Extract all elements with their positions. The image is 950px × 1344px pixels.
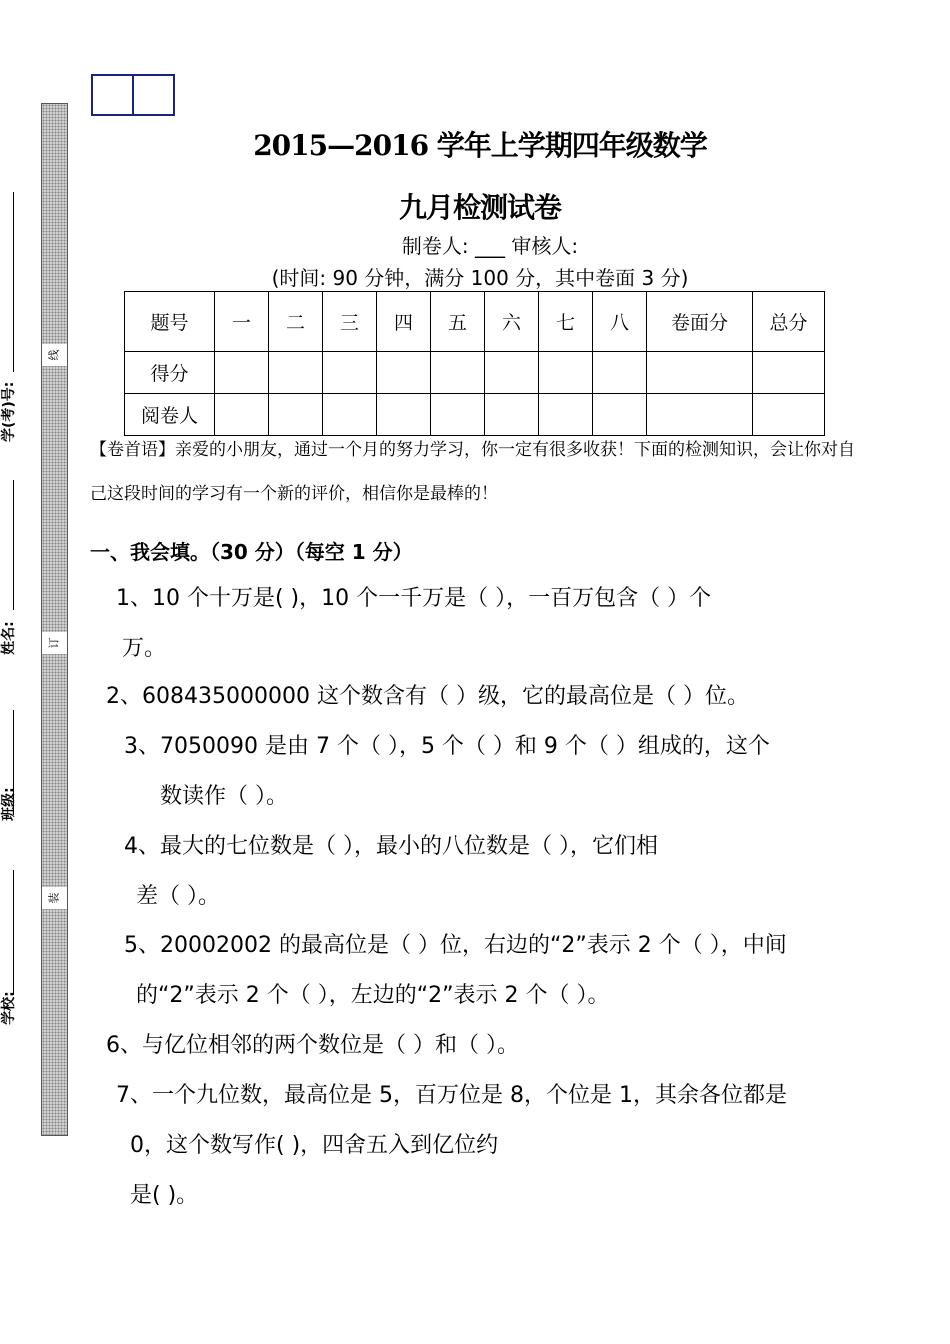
question-line: 0，这个数写作( )，四舍五入到亿位约: [130, 1133, 499, 1158]
table-header-cell: 卷面分: [647, 292, 753, 352]
seat-number-box: [91, 74, 175, 116]
question-line: 万。: [122, 636, 167, 661]
binding-char-line: 线: [42, 344, 67, 366]
question-line: 5、20002002 的最高位是（ ）位，右边的“2”表示 2 个（ ），中间: [124, 933, 787, 958]
table-header-cell: 六: [485, 292, 539, 352]
score-cell[interactable]: [431, 352, 485, 394]
section-heading: 一、我会填。（30 分）（每空 1 分）: [90, 540, 413, 564]
question-line: 差（ ）。: [136, 884, 220, 909]
question-line: 2、608435000000 这个数含有（ ）级，它的最高位是（ ）位。: [106, 684, 749, 709]
table-header-cell: 题号: [125, 292, 215, 352]
score-cell[interactable]: [269, 352, 323, 394]
question-line: 1、10 个十万是( )，10 个一千万是（ ），一百万包含（ ）个: [116, 586, 712, 611]
question-line: 4、最大的七位数是（ ），最小的八位数是（ ），它们相: [124, 834, 658, 859]
question-line: 的“2”表示 2 个（ ），左边的“2”表示 2 个（ ）。: [136, 983, 610, 1008]
score-cell[interactable]: [647, 352, 753, 394]
school-label: 学校:: [1, 991, 17, 1025]
table-header-row: [125, 292, 825, 352]
table-header-cell: 七: [539, 292, 593, 352]
score-cell[interactable]: [753, 352, 825, 394]
table-header-cell: 五: [431, 292, 485, 352]
score-cell[interactable]: [215, 352, 269, 394]
binding-char-order: 订: [42, 632, 67, 654]
question-line: 3、7050090 是由 7 个（ ），5 个（ ）和 9 个（ ）组成的，这个: [124, 734, 770, 759]
row-label: 阅卷人: [125, 394, 215, 436]
student-id-label: 学(考)号:: [1, 381, 17, 442]
question-line: 6、与亿位相邻的两个数位是（ ）和（ ）。: [106, 1033, 519, 1058]
score-table: [124, 291, 825, 436]
table-row: [125, 352, 825, 394]
student-info-strip: [0, 180, 40, 1060]
score-cell[interactable]: [323, 352, 377, 394]
name-label: 姓名:: [1, 621, 17, 655]
table-header-cell: 四: [377, 292, 431, 352]
exam-makers: 制卷人: ___ 审核人:: [401, 234, 579, 258]
exam-title-line1: 2015—2016 学年上学期四年级数学: [253, 129, 707, 162]
score-cell[interactable]: [377, 352, 431, 394]
field-line: [13, 480, 14, 610]
score-cell[interactable]: [485, 352, 539, 394]
question-line: 是( )。: [130, 1183, 199, 1208]
table-header-cell: 二: [269, 292, 323, 352]
question-line: 数读作（ ）。: [160, 784, 288, 809]
exam-title-line2: 九月检测试卷: [398, 191, 561, 224]
exam-time-info: (时间: 90 分钟，满分 100 分，其中卷面 3 分): [271, 266, 689, 290]
table-header-cell: 八: [593, 292, 647, 352]
table-header-cell: 三: [323, 292, 377, 352]
class-label: 班级:: [1, 787, 17, 821]
question-line: 7、一个九位数，最高位是 5，百万位是 8，个位是 1，其余各位都是: [116, 1083, 787, 1108]
table-header-cell: 一: [215, 292, 269, 352]
preface-text: 【卷首语】亲爱的小朋友，通过一个月的努力学习，你一定有很多收获！下面的检测知识，会让你对自己这段时间的学习有一个新的评价，相信你是最棒的！: [90, 440, 855, 504]
field-line: [13, 870, 14, 995]
score-cell[interactable]: [539, 352, 593, 394]
row-label: 得分: [125, 352, 215, 394]
binding-char-bind: 装: [42, 887, 67, 909]
score-cell[interactable]: [593, 352, 647, 394]
table-header-cell: 总分: [753, 292, 825, 352]
